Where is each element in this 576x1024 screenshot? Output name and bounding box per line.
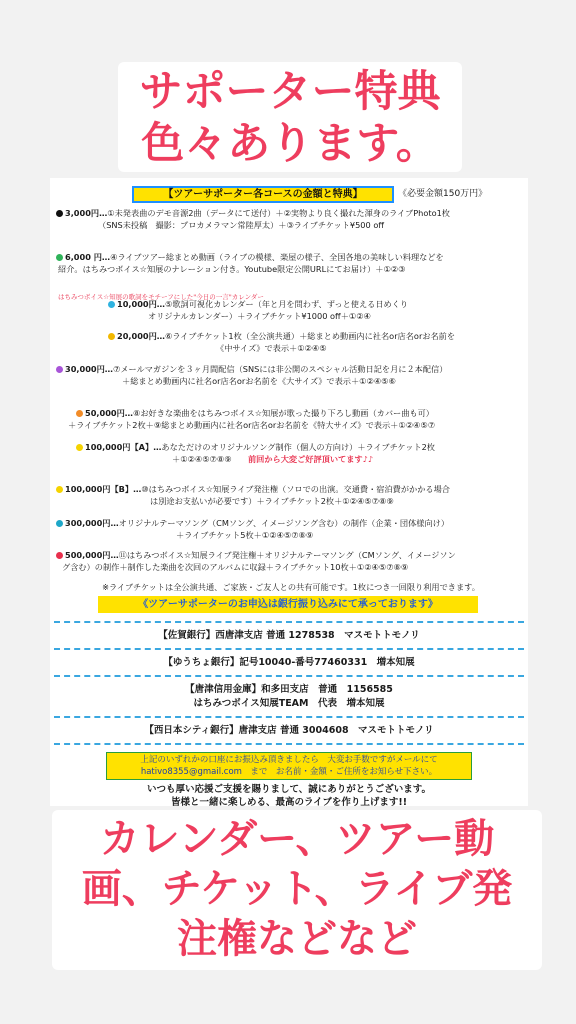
course-line2: ＋ライブチケット5枚＋①②④⑤⑦⑧⑨ (176, 529, 314, 540)
course-line1: ⑤歌詞可視化カレンダー（年と月を問わず、ずっと使える日めくり (164, 299, 409, 309)
course-line2: オリジナルカレンダー）＋ライブチケット¥1000 off＋①②④ (148, 310, 371, 321)
course-30000 (56, 364, 526, 387)
course-line2: ＋総まとめ動画内に社名or店名orお名前を《大サイズ》で表示＋①②④⑤⑥ (122, 375, 396, 386)
bullet-dot (56, 520, 63, 527)
mail-instruction (106, 752, 472, 780)
bank-karatsu-line2: はちみつボイス知展TEAM 代表 増本知展 (193, 698, 385, 709)
course-line2: （SNS未投稿 撮影：プロカメラマン常陸厚太）＋③ライブチケット¥500 off (98, 219, 384, 230)
course-line1: ⑦メールマガジンを３ヶ月間配信（SNSには非公開のスペシャル活動日記を月に２本配信） (112, 364, 448, 374)
ticket-note: ※ライブチケットは全公演共通、ご家族・ご友人との共有可能です。1枚につき一回限り利用できます。 (102, 582, 480, 592)
divider (54, 716, 524, 718)
course-50000 (56, 408, 526, 431)
course-line2: グ含む）の制作＋制作した楽曲を次回のアルバムに収録＋ライブチケット10枚＋①②④⑤⑦⑧⑨ (62, 561, 409, 572)
course-6000 (56, 252, 526, 275)
course-amount: 6,000 円… (65, 252, 111, 262)
course-amount: 10,000円… (117, 299, 165, 309)
closing-line2: 皆様と一緒に楽しめる、最高のライブを作り上げます!! (170, 797, 408, 806)
course-line2: 《中サイズ》で表示＋①②④⑤ (216, 342, 327, 353)
course-amount: 100,000円【B】… (65, 484, 142, 494)
course-20000 (56, 331, 526, 354)
course-500000 (56, 550, 526, 573)
course-line2: ＋ライブチケット2枚＋⑨総まとめ動画内に社名or店名orお名前を《特大サイズ》で表示＋①②④⑤⑦ (68, 419, 436, 430)
bullet-dot (108, 301, 115, 308)
divider (54, 743, 524, 745)
course-amount: 30,000円… (65, 364, 113, 374)
bullet-dot (76, 410, 83, 417)
bullet-dot (56, 254, 63, 261)
course-line2: 紹介。はちみつボイス☆知展のナレーション付き。Youtube限定公開URLにてお届け）＋①②③ (58, 263, 406, 274)
course-100000-a (56, 442, 526, 465)
course-line2: は別途お支払いが必要です）＋ライブチケット2枚＋①②④⑤⑦⑧⑨ (150, 495, 394, 506)
course-line1: ①未発表曲のデモ音源2曲（データにて送付）＋②実物より良く撮れた渾身のライブPhoto1枚 (107, 208, 450, 218)
bottom-banner-line3: 注権などなど (177, 916, 417, 962)
course-10000 (56, 299, 526, 322)
divider (54, 648, 524, 650)
divider (54, 675, 524, 677)
bullet-dot (56, 366, 63, 373)
bank-nishinippon: 【西日本シティ銀行】唐津支店 普通 3004608 マスモトトモノリ (144, 725, 434, 736)
mail-line2: hativo8355@gmail.com まで お名前・金額・ご住所をお知らせ下さい。 (140, 767, 438, 777)
calendar-annotation: はちみつボイス☆知展の歌詞をモチーフにした"今日の一言"カレンダー (58, 293, 264, 301)
supporter-course-document (50, 178, 528, 806)
top-banner-line1: サポーター特典 (139, 67, 441, 117)
bank-yucho: 【ゆうちょ銀行】記号10040-番号77460331 増本知展 (163, 657, 415, 668)
course-line1: ⑪はちみつボイス☆知展ライブ発注権＋オリジナルテーマソング（CMソング、イメージソン (118, 550, 456, 560)
course-amount: 20,000円… (117, 331, 165, 341)
bottom-banner (52, 810, 542, 970)
document-title: 【ツアーサポーター各コースの金額と特典】 (132, 186, 394, 203)
required-amount: 《必要金額150万円》 (398, 189, 488, 199)
bullet-dot (76, 444, 83, 451)
course-amount: 500,000円… (65, 550, 119, 560)
course-line1: ⑧お好きな楽曲をはちみつボイス☆知展が歌った撮り下ろし動画（カバー曲も可） (132, 408, 434, 418)
bullet-dot (56, 486, 63, 493)
mail-line1: 上記のいずれかの口座にお振込み頂きましたら 大変お手数ですがメールにて (140, 755, 438, 765)
bullet-dot (108, 333, 115, 340)
course-300000 (56, 518, 526, 541)
course-3000 (56, 208, 526, 231)
course-line1: ⑩はちみつボイス☆知展ライブ発注権（ソロでの出演。交通費・宿泊費がかかる場合 (141, 484, 450, 494)
course-line1: オリジナルテーマソング（CMソング、イメージソング含む）の制作（企業・団体様向け） (118, 518, 450, 528)
course-100000-b (56, 484, 526, 507)
course-amount: 300,000円… (65, 518, 119, 528)
apply-note: 《ツアーサポーターのお申込は銀行振り込みにて承っております》 (98, 596, 478, 613)
course-line1: ④ライブツアー総まとめ動画（ライブの模様、楽屋の様子、全国各地の美味しい料理などを (110, 252, 444, 262)
bullet-dot (56, 210, 63, 217)
top-banner-line2: 色々あります。 (141, 119, 439, 169)
bank-saga: 【佐賀銀行】西唐津支店 普通 1278538 マスモトトモノリ (158, 630, 420, 641)
divider (54, 621, 524, 623)
course-amount: 100,000円【A】… (85, 442, 162, 452)
course-amount: 50,000円… (85, 408, 133, 418)
bottom-banner-line2: 画、チケット、ライブ発 (81, 866, 513, 912)
top-banner (118, 62, 462, 172)
bottom-banner-line1: カレンダー、ツアー動 (99, 816, 495, 862)
closing-line1: いつも厚い応援ご支援を賜りまして、誠にありがとうございます。 (146, 784, 432, 795)
bank-karatsu-line1: 【唐津信用金庫】和多田支店 普通 1156585 (185, 684, 393, 695)
popular-note: 前回から大変ご好評頂いてます♪♪ (247, 453, 374, 464)
bullet-dot (56, 552, 63, 559)
course-amount: 3,000円… (65, 208, 108, 218)
course-line1: あなただけのオリジナルソング制作（個人の方向け）＋ライブチケット2枚 (161, 442, 435, 452)
course-line2: ＋①②④⑤⑦⑧⑨ (172, 453, 232, 464)
course-line1: ⑥ライブチケット1枚（全公演共通）＋総まとめ動画内に社名or店名orお名前を (164, 331, 456, 341)
